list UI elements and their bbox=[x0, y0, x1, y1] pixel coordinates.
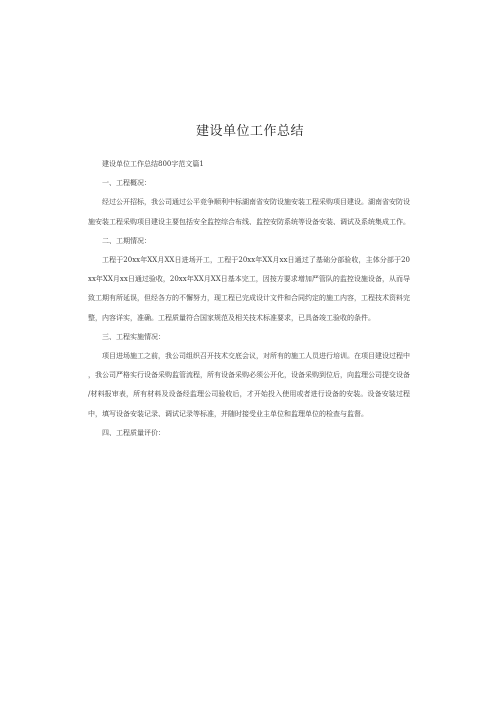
section-body-implementation: 项目进场施工之前，我公司组织召开技术交底会议，对所有的施工人员进行培训。在项目建设过程中，我公司严格实行设备采购监管流程，所有设备采购必须公开化，设备采购到位后，向监理公司提交设备/材料报审表，所有材料及设备经监理公司验收后，才开始投入使用或者进行设备的安装。设备安装过程中，填写设备安装记录、调试记录等标准，并随时接受业主单位和监理单位的检查与监督。 bbox=[88, 352, 410, 418]
document-title: 建设单位工作总结 bbox=[195, 124, 304, 139]
section-heading-implementation: 三、工程实施情况： bbox=[102, 332, 165, 341]
document-body bbox=[88, 155, 410, 443]
section-heading-schedule: 二、工期情况： bbox=[102, 236, 151, 245]
section-body-schedule: 工程于20xx年XX月XX日进场开工，工程于20xx年XX月xx日通过了基础分部验收，主体分部于20xx年XX月xx日通过验收，20xx年XX月XX日基本完工，因按方要求增加严管队的监控设施设备，从而导致工期有所延误，但经各方的不懈努力，现工程已完成设计文件和合同约定的施工内容，工程技术资料完整，内容详实，准确。工程质量符合国家规范及相关技术标准要求，已具备竣工验收的条件。 bbox=[88, 256, 410, 322]
section-heading-quality: 四、工程质量评价： bbox=[102, 428, 165, 437]
section-heading-overview: 一、工程概况： bbox=[102, 179, 151, 188]
section-body-overview: 经过公开招标，我公司通过公平竞争顺利中标湖南省安防设施安装工程采购项目建设。湖南省安防设施安装工程采购项目建设主要包括安全监控综合布线、监控安防系统等设备安装、调试及系统集成工作。 bbox=[88, 198, 410, 226]
document-subtitle: 建设单位工作总结800字范文篇1 bbox=[102, 160, 204, 168]
